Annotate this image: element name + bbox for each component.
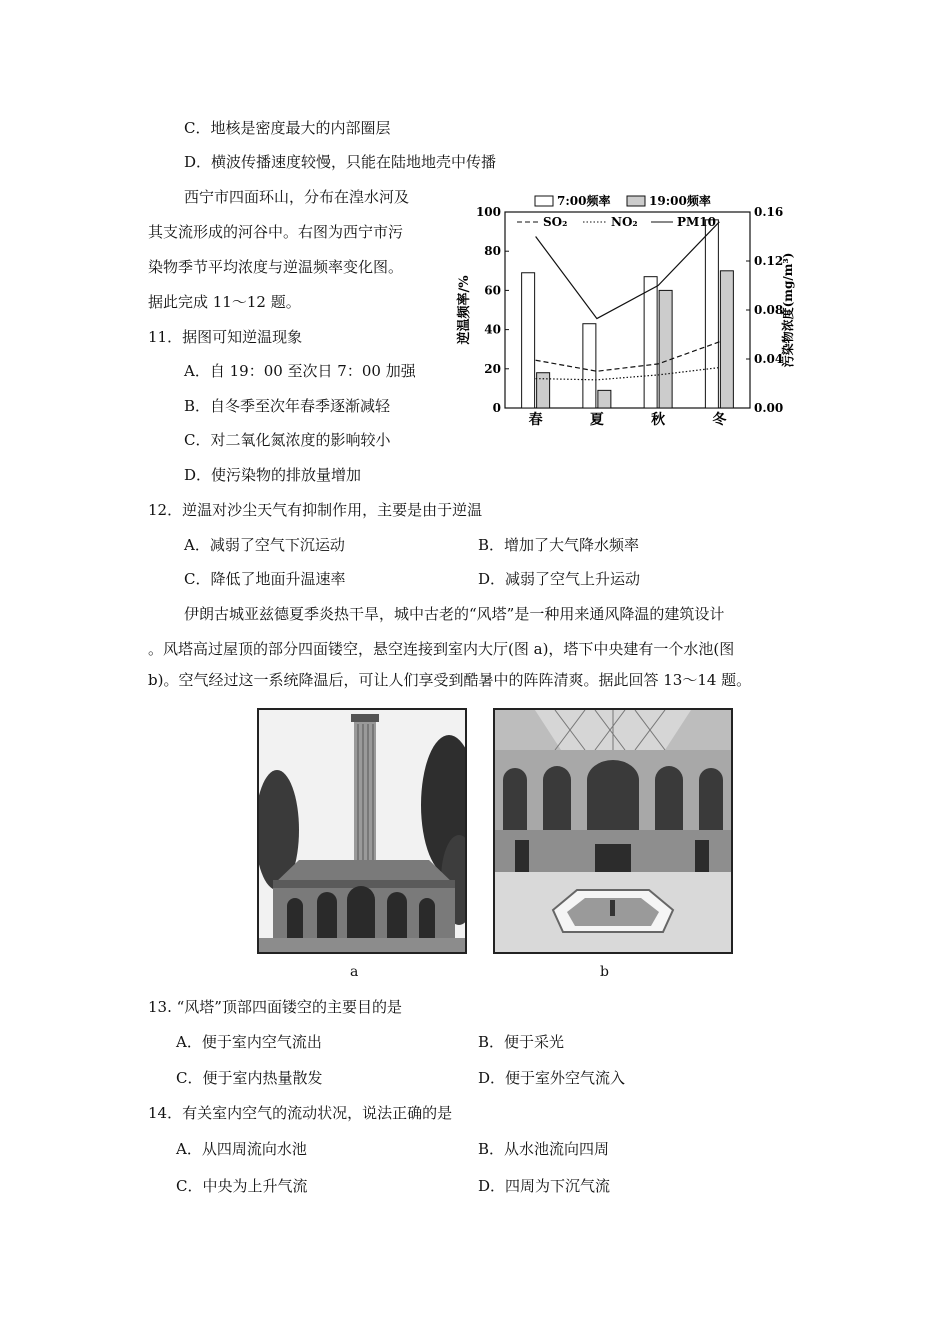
left-tick-label: 40 — [484, 322, 501, 337]
left-axis-label: 逆温频率/% — [457, 275, 472, 345]
intro2-line3: b)。空气经过这一系统降温后，可让人们享受到酷暑中的阵阵清爽。据此回答 13～14 题。 — [148, 671, 752, 689]
q13-stem: 13. “风塔”顶部四面镂空的主要目的是 — [148, 998, 402, 1016]
legend-label-no2: NO₂ — [611, 215, 638, 229]
left-tick-label: 80 — [484, 244, 501, 259]
q10-option-d: D．横波传播速度较慢，只能在陆地地壳中传播 — [184, 153, 497, 171]
legend-swatch-0700 — [535, 196, 553, 206]
left-tick-label: 60 — [484, 283, 501, 298]
q11-option-d: D．使污染物的排放量增加 — [184, 466, 362, 484]
line-so2 — [536, 342, 720, 371]
q14-option-c: C．中央为上升气流 — [176, 1177, 308, 1195]
legend-label-0700: 7:00频率 — [557, 194, 611, 208]
right-tick-label: 0.08 — [754, 303, 784, 317]
q14-option-b: B．从水池流向四周 — [478, 1140, 610, 1158]
q12-stem: 12．逆温对沙尘天气有抑制作用，主要是由于逆温 — [148, 501, 483, 519]
right-axis-label: 污染物浓度(mg/m³) — [781, 252, 795, 368]
line-no2 — [536, 368, 720, 380]
q13-option-d: D．便于室外空气流入 — [478, 1069, 626, 1087]
figure-a-wind-tower-photo — [257, 708, 467, 954]
legend-swatch-1900 — [627, 196, 645, 206]
figure-b-interior-pool-photo — [493, 708, 733, 954]
q14-option-d: D．四周为下沉气流 — [478, 1177, 611, 1195]
intro2-line1: 伊朗古城亚兹德夏季炎热干旱，城中古老的“风塔”是一种用来通风降温的建筑设计 — [184, 605, 725, 623]
figure-b-caption: b — [600, 964, 609, 980]
legend-label-1900: 19:00频率 — [649, 194, 711, 208]
q11-option-b: B．自冬季至次年春季逐渐减轻 — [184, 397, 391, 415]
q11-option-a: A．自 19：00 至次日 7：00 加强 — [184, 362, 416, 380]
bar-1900-0 — [537, 373, 550, 408]
legend-label-so2: SO₂ — [543, 215, 568, 229]
q14-stem: 14．有关室内空气的流动状况，说法正确的是 — [148, 1104, 453, 1122]
inversion-pollution-chart — [455, 190, 795, 430]
q13-option-c: C．便于室内热量散发 — [176, 1069, 323, 1087]
intro1-line2: 其支流形成的河谷中。右图为西宁市污 — [148, 223, 404, 241]
q10-option-c: C．地核是密度最大的内部圈层 — [184, 119, 391, 137]
figure-a-caption: a — [350, 964, 359, 980]
bar-0700-1 — [583, 324, 596, 408]
bar-1900-2 — [659, 290, 672, 408]
intro1-line1: 西宁市四面环山，分布在湟水河及 — [184, 188, 410, 206]
q13-option-b: B．便于采光 — [478, 1033, 565, 1051]
right-tick-label: 0.16 — [754, 205, 784, 219]
q12-option-b: B．增加了大气降水频率 — [478, 536, 640, 554]
q12-option-a: A．减弱了空气下沉运动 — [184, 536, 345, 554]
intro1-line3: 染物季节平均浓度与逆温频率变化图。 — [148, 258, 404, 276]
right-tick-label: 0.12 — [754, 254, 784, 268]
bar-0700-3 — [705, 220, 718, 408]
q11-option-c: C．对二氧化氮浓度的影响较小 — [184, 431, 391, 449]
category-label: 夏 — [589, 412, 604, 428]
q13-option-a: A．便于室内空气流出 — [176, 1033, 322, 1051]
right-tick-label: 0.04 — [754, 352, 784, 366]
legend-label-pm10: PM10 — [677, 215, 717, 229]
category-label: 冬 — [712, 412, 727, 428]
left-tick-label: 100 — [475, 205, 501, 219]
left-tick-label: 0 — [492, 401, 501, 415]
q14-option-a: A．从四周流向水池 — [176, 1140, 307, 1158]
bar-1900-3 — [720, 271, 733, 408]
intro1-line4: 据此完成 11～12 题。 — [148, 293, 301, 311]
q12-option-c: C．降低了地面升温速率 — [184, 570, 346, 588]
q12-option-d: D．减弱了空气上升运动 — [478, 570, 641, 588]
intro2-line2: 。风塔高过屋顶的部分四面镂空，悬空连接到室内大厅(图 a)，塔下中央建有一个水池(图 — [148, 640, 735, 658]
category-label: 秋 — [651, 412, 666, 428]
bar-0700-2 — [644, 277, 657, 408]
left-tick-label: 20 — [484, 361, 501, 376]
line-pm10 — [536, 222, 720, 319]
category-label: 春 — [528, 412, 543, 428]
bar-1900-1 — [598, 390, 611, 408]
q11-stem: 11．据图可知逆温现象 — [148, 328, 303, 346]
bar-0700-0 — [522, 273, 535, 408]
right-tick-label: 0.00 — [754, 401, 784, 415]
